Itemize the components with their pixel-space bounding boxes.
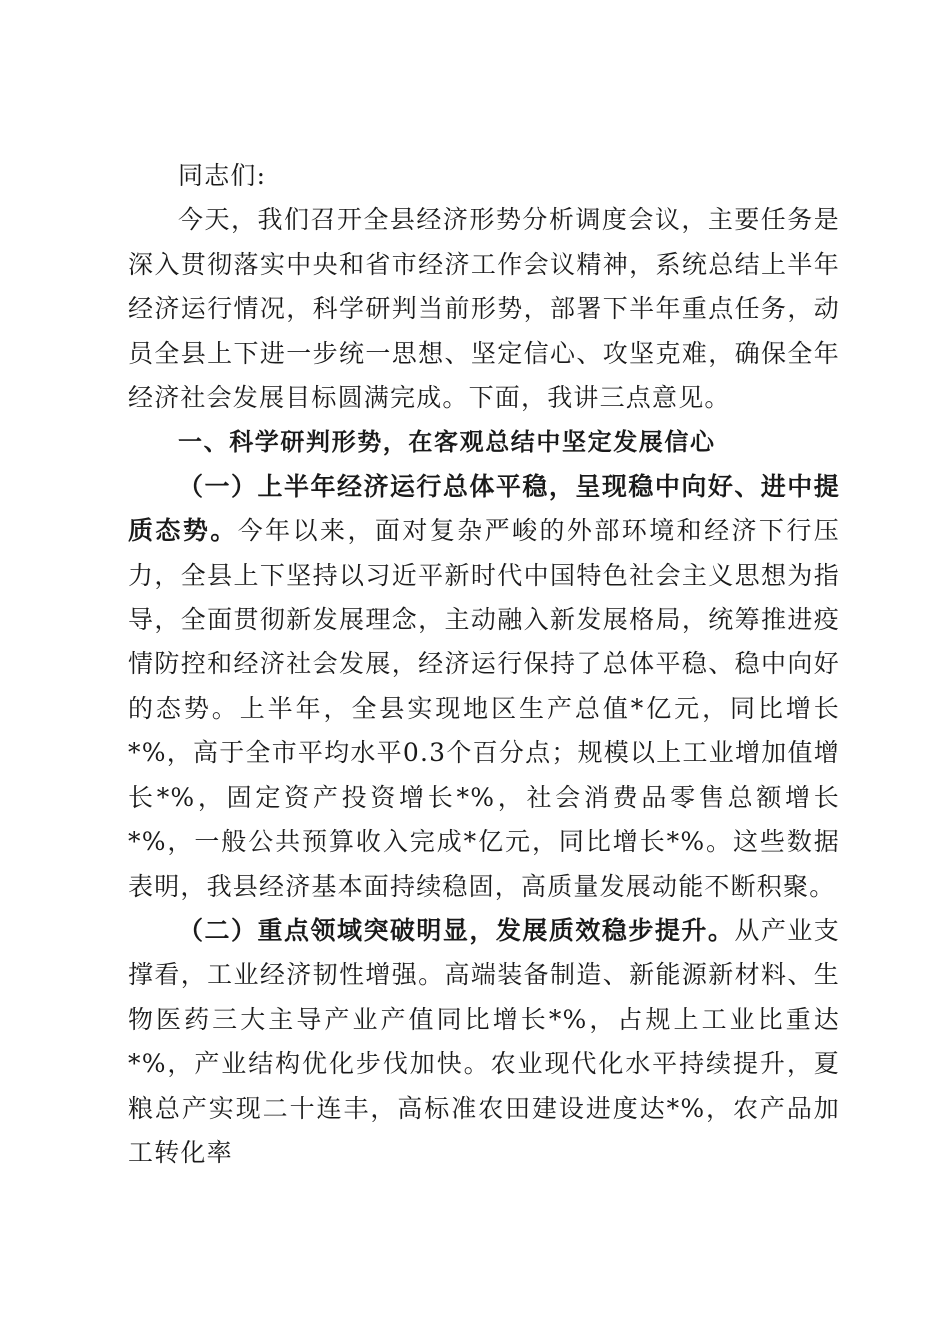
point-lead: （二）重点领域突破明显，发展质效稳步提升。 <box>178 915 735 945</box>
point-body: 从产业支撑看，工业经济韧性增强。高端装备制造、新能源新材料、生物医药三大主导产业产值同比增长*%，占规上工业比重达*%，产业结构优化步伐加快。农业现代化水平持续提升，夏粮总产实现二十连丰，高标准农田建设进度达*%，农产品加工转化率 <box>128 915 841 1167</box>
intro-paragraph: 今天，我们召开全县经济形势分析调度会议，主要任务是深入贯彻落实中央和省市经济工作会议精神，系统总结上半年经济运行情况，科学研判当前形势，部署下半年重点任务，动员全县上下进一步统一思想、坚定信心、攻坚克难，确保全年经济社会发展目标圆满完成。下面，我讲三点意见。 <box>128 205 840 413</box>
point-body: 今年以来，面对复杂严峻的外部环境和经济下行压力，全县上下坚持以习近平新时代中国特色社会主义思想为指导，全面贯彻新发展理念，主动融入新发展格局，统筹推进疫情防控和经济社会发展，经济运行保持了总体平稳、稳中向好的态势。上半年，全县实现地区生产总值*亿元，同比增长*%，高于全市平均水平0.3个百分点；规模以上工业增加值增长*%，固定资产投资增长*%，社会消费品零售总额增长*%，一般公共预算收入完成*亿元，同比增长*%。这些数据表明，我县经济基本面持续稳固，高质量发展动能不断积聚。 <box>128 516 840 901</box>
point-lead: （一）上半年经济运行总体平稳，呈现稳中向好、进中提质态势。 <box>128 471 840 546</box>
document-body <box>128 154 840 1175</box>
section-heading: 一、科学研判形势，在客观总结中坚定发展信心 <box>178 428 716 457</box>
point-paragraph <box>128 909 840 1175</box>
point-paragraph <box>128 465 840 909</box>
salutation: 同志们: <box>178 161 267 190</box>
